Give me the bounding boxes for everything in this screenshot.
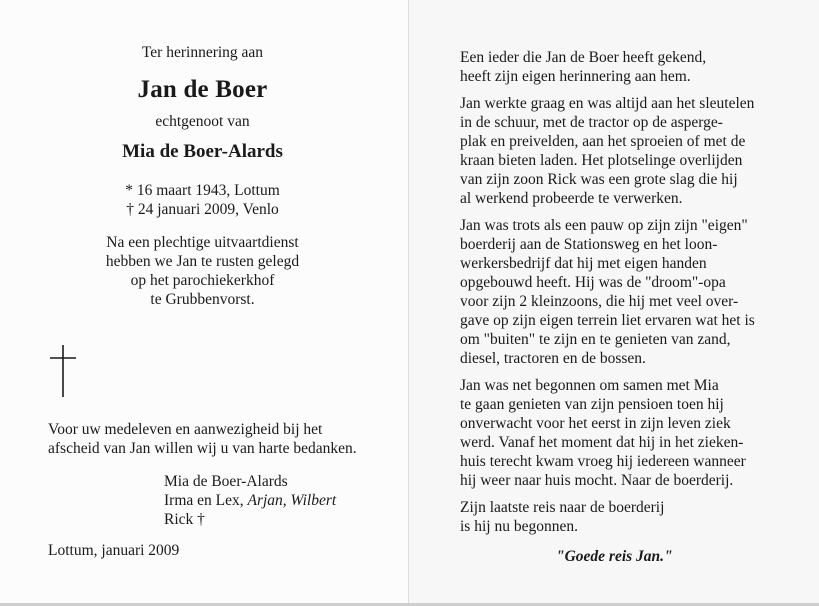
text-line: plak en preivelden, aan het sproeien of met de — [460, 133, 746, 150]
signatory-line: Mia de Boer-Alards — [164, 473, 288, 490]
spouse-name: Mia de Boer-Alards — [122, 141, 283, 162]
signatory-text: Irma en Lex, — [164, 492, 248, 509]
thanks-line: Voor uw medeleven en aanwezigheid bij het — [48, 421, 323, 438]
birth-line: * 16 maart 1943, Lottum — [125, 182, 280, 199]
signatory-line — [164, 491, 336, 510]
text-line: opgebouwd heeft. Hij was de "droom"-opa — [460, 274, 726, 291]
text-line: werkersbedrijf dat hij met eigen handen — [460, 255, 707, 272]
text-line: huis terecht kwam vroeg hij iedereen wanneer — [460, 453, 746, 470]
service-line: hebben we Jan te rusten gelegd — [105, 253, 300, 270]
closing-farewell: "Goede reis Jan." — [556, 548, 673, 565]
deceased-name: Jan de Boer — [137, 76, 268, 103]
text-line: gave op zijn eigen terrein liet ervaren wat het is — [460, 312, 755, 329]
spouse-of-label: echtgenoot van — [155, 113, 250, 130]
text-line: boerderij aan de Stationsweg en het loon- — [460, 236, 718, 253]
death-line: † 24 januari 2009, Venlo — [126, 201, 279, 218]
text-line: Jan werkte graag en was altijd aan het sleutelen — [460, 95, 755, 112]
latin-cross-icon — [48, 345, 78, 397]
left-panel — [0, 0, 409, 606]
text-line: kraan bieten laden. Het plotselinge overlijden — [460, 152, 743, 169]
thanks-line: afscheid van Jan willen wij u van harte bedanken. — [48, 440, 357, 457]
grandchildren-names: Arjan, Wilbert — [247, 492, 337, 509]
place-date: Lottum, januari 2009 — [48, 542, 180, 559]
text-line: hij weer naar huis mocht. Naar de boerderij. — [460, 472, 734, 489]
text-line: onverwacht voor het eerst in zijn leven ziek — [460, 415, 731, 432]
text-line: diesel, tractoren en de bossen. — [460, 350, 646, 367]
text-line: is hij nu begonnen. — [460, 518, 578, 535]
text-line: Jan was net begonnen om samen met Mia — [460, 377, 719, 394]
text-line: heeft zijn eigen herinnering aan hem. — [460, 68, 691, 85]
text-line: werd. Vanaf het moment dat hij in het zieken- — [460, 434, 744, 451]
text-line: te gaan genieten van zijn pensioen toen hij — [460, 396, 724, 413]
in-memory-heading: Ter herinnering aan — [141, 44, 264, 61]
text-line: al werkend probeerde te verwerken. — [460, 190, 683, 207]
text-line: in de schuur, met de tractor op de asperge- — [460, 114, 723, 131]
service-line: te Grubbenvorst. — [150, 291, 255, 308]
text-line: Een ieder die Jan de Boer heeft gekend, — [460, 49, 707, 66]
service-line: Na een plechtige uitvaartdienst — [106, 234, 299, 251]
text-line: om "buiten" te zijn en te genieten van zand, — [460, 331, 731, 348]
text-line: van zijn zoon Rick was een grote slag die hij — [460, 171, 738, 188]
service-line: op het parochiekerkhof — [130, 272, 275, 289]
text-line: voor zijn 2 kleinzoons, die hij met veel over- — [460, 293, 739, 310]
signatory-line: Rick † — [164, 511, 205, 528]
text-line: Zijn laatste reis naar de boerderij — [460, 499, 665, 516]
text-line: Jan was trots als een pauw op zijn zijn "eigen" — [460, 217, 748, 234]
